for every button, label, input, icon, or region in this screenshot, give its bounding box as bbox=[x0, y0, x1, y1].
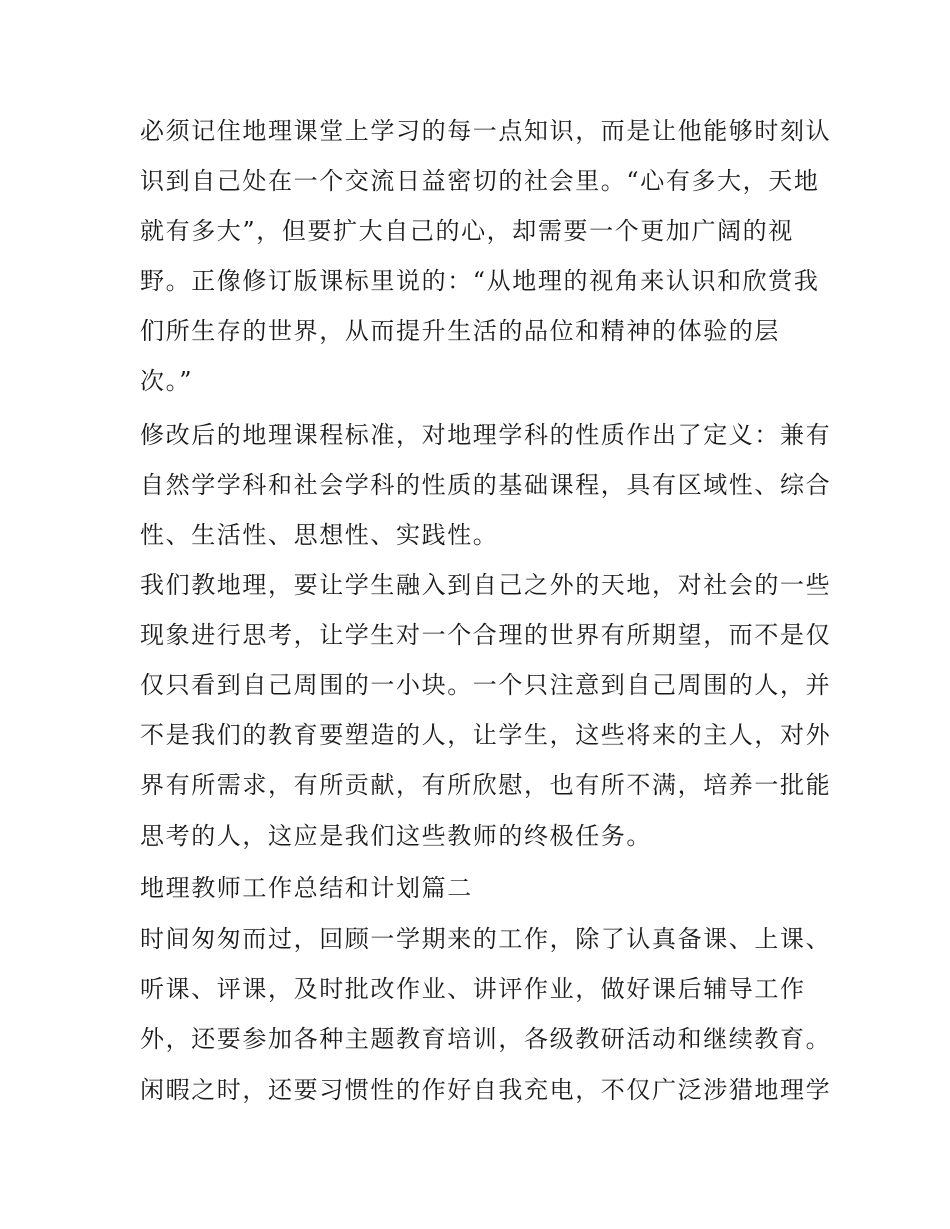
text-line-15: 思考的人，这应是我们这些教师的终极任务。 bbox=[140, 822, 652, 850]
text-line-5: 们所生存的世界，从而提升生活的品位和精神的体验的层 bbox=[140, 317, 780, 345]
text-line-4: 野。正像修订版课标里说的：“从地理的视角来认识和欣赏我 bbox=[140, 267, 820, 295]
section-heading: 地理教师工作总结和计划篇二 bbox=[140, 874, 473, 902]
text-line-20: 闲暇之时，还要习惯性的作好自我充电，不仅广泛涉猎地理学 bbox=[140, 1076, 832, 1104]
text-line-2: 识到自己处在一个交流日益密切的社会里。“心有多大，天地 bbox=[140, 167, 820, 195]
text-line-9: 性、生活性、思想性、实践性。 bbox=[140, 521, 499, 549]
text-line-14: 界有所需求，有所贡献，有所欣慰，也有所不满，培养一批能 bbox=[140, 771, 832, 799]
text-line-7: 修改后的地理课程标准，对地理学科的性质作出了定义：兼有 bbox=[140, 421, 832, 449]
text-line-17: 时间匆匆而过，回顾一学期来的工作，除了认真备课、上课、 bbox=[140, 925, 832, 953]
text-line-11: 现象进行思考，让学生对一个合理的世界有所期望，而不是仅 bbox=[140, 621, 832, 649]
text-line-3: 就有多大”，但要扩大自己的心，却需要一个更加广阔的视 bbox=[140, 217, 794, 245]
text-line-12: 仅只看到自己周围的一小块。一个只注意到自己周围的人，并 bbox=[140, 671, 832, 699]
text-line-10: 我们教地理，要让学生融入到自己之外的天地，对社会的一些 bbox=[140, 571, 832, 599]
text-line-6: 次。” bbox=[140, 367, 194, 395]
text-line-13: 不是我们的教育要塑造的人，让学生，这些将来的主人，对外 bbox=[140, 721, 832, 749]
text-line-19: 外，还要参加各种主题教育培训，各级教研活动和继续教育。 bbox=[140, 1025, 832, 1053]
text-line-1: 必须记住地理课堂上学习的每一点知识，而是让他能够时刻认 bbox=[140, 117, 832, 145]
text-line-8: 自然学学科和社会学科的性质的基础课程，具有区域性、综合 bbox=[140, 471, 832, 499]
text-line-18: 听课、评课，及时批改作业、讲评作业，做好课后辅导工作 bbox=[140, 975, 806, 1003]
